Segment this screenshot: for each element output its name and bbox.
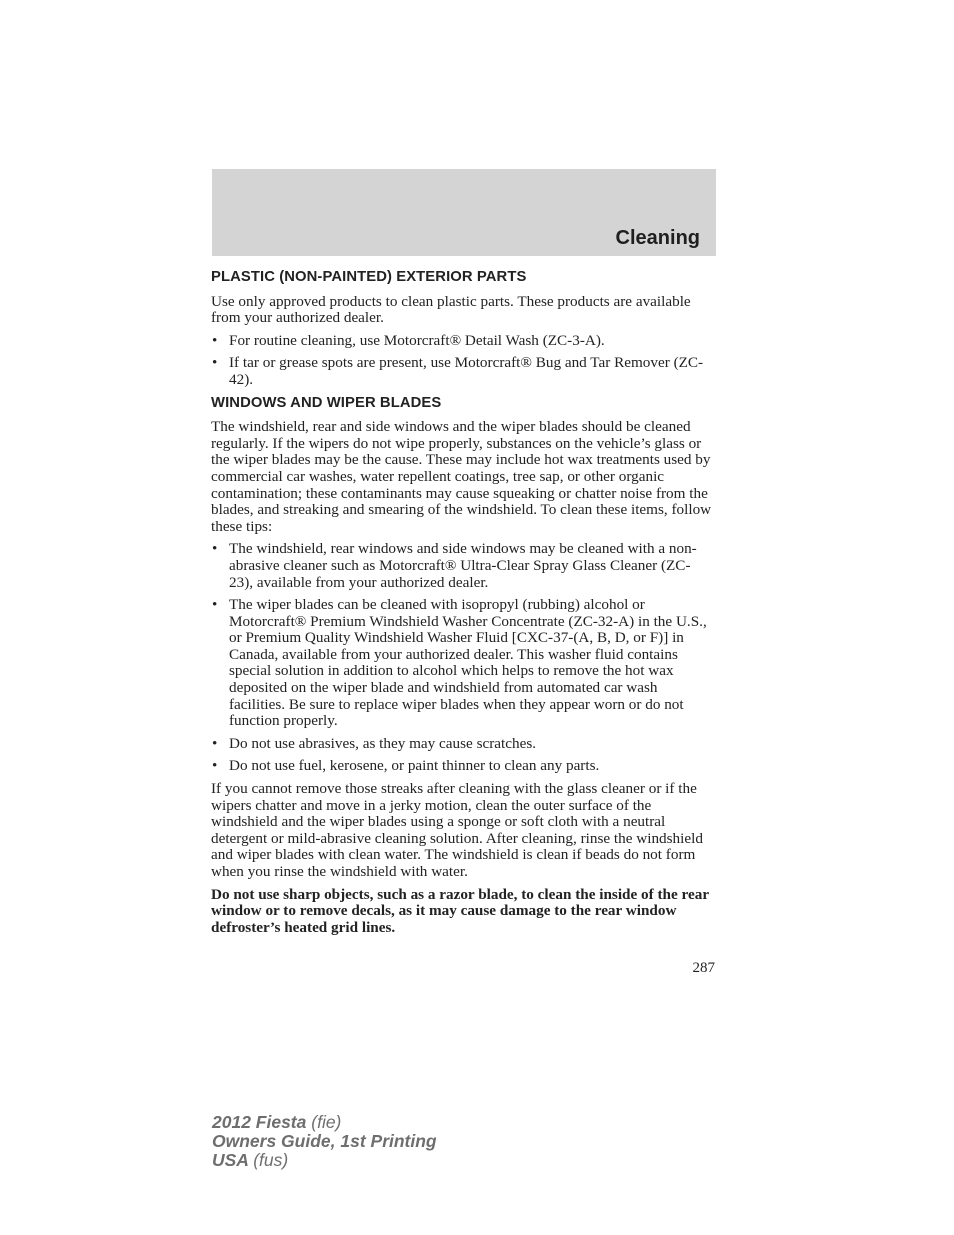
list-item: • The windshield, rear windows and side windows may be cleaned with a non-abrasive cleaner such as Motorcraft® Ultra-Clear Spray Glass Cleaner (ZC-23), available from your authorized dealer. (211, 541, 714, 591)
section-header-band (212, 169, 716, 256)
plastic-parts-heading: PLASTIC (NON-PAINTED) EXTERIOR PARTS (211, 269, 527, 285)
list-item: • For routine cleaning, use Motorcraft® Detail Wash (ZC-3-A). (211, 333, 714, 350)
footer-line-model (212, 1113, 437, 1132)
list-item: • Do not use abrasives, as they may cause scratches. (211, 736, 714, 753)
footer-line-guide: Owners Guide, 1st Printing (212, 1131, 437, 1151)
page-content (211, 266, 714, 942)
list-item: • If tar or grease spots are present, use Motorcraft® Bug and Tar Remover (ZC-42). (211, 355, 714, 388)
document-footer (212, 1113, 437, 1170)
windows-wipers-closing: If you cannot remove those streaks after cleaning with the glass cleaner or if the wipers chatter and move in a jerky motion, clean the outer surface of the windshield and the wiper blades using a sponge or soft cloth with a neutral detergent or mild-abrasive cleaning solution. After cleaning, rinse the windshield and wiper blades with clean water. The windshield is clean if beads do not form when you rinse the windshield with water. (211, 780, 703, 880)
list-item: • The wiper blades can be cleaned with isopropyl (rubbing) alcohol or Motorcraft® Premium Windshield Washer Concentrate (ZC-32-A) in the U.S., or Premium Quality Windshield Washer Fluid [CXC-37-(A, B, D, or F)] in Canada, available from your authorized dealer. This washer fluid contains special solution in addition to alcohol which helps to remove the hot wax deposited on the wiper blade and windshield from automated car wash facilities. Be sure to replace wiper blades when they appear worn or do not function properly. (211, 597, 714, 730)
footer-region: USA (212, 1150, 249, 1170)
plastic-parts-intro: Use only approved products to clean plastic parts. These products are available from your authorized dealer. (211, 292, 691, 327)
windows-wipers-heading: WINDOWS AND WIPER BLADES (211, 394, 442, 411)
warning-text: Do not use sharp objects, such as a razor blade, to clean the inside of the rear window or to remove decals, as it may cause damage to the rear window defroster’s heated grid lines. (211, 885, 709, 936)
footer-model-code: (fie) (311, 1112, 342, 1132)
footer-line-region (212, 1151, 437, 1170)
section-title: Cleaning (615, 227, 700, 249)
footer-region-code: (fus) (253, 1150, 289, 1170)
page-number: 287 (692, 960, 715, 976)
plastic-parts-list (211, 333, 714, 389)
list-item: • Do not use fuel, kerosene, or paint thinner to clean any parts. (211, 758, 714, 775)
footer-model: 2012 Fiesta (212, 1112, 307, 1132)
windows-wipers-list (211, 541, 714, 775)
windows-wipers-intro: The windshield, rear and side windows and the wiper blades should be cleaned regularly. If the wipers do not wipe properly, substances on the vehicle’s glass or the wiper blades may be the cause. These may include hot wax treatments used by commercial car washes, water repellent coatings, tree sap, or other organic contamination; these contaminants may cause squeaking or chatter noise from the blades, and streaking and smearing of the windshield. To clean these items, follow these tips: (211, 418, 712, 535)
